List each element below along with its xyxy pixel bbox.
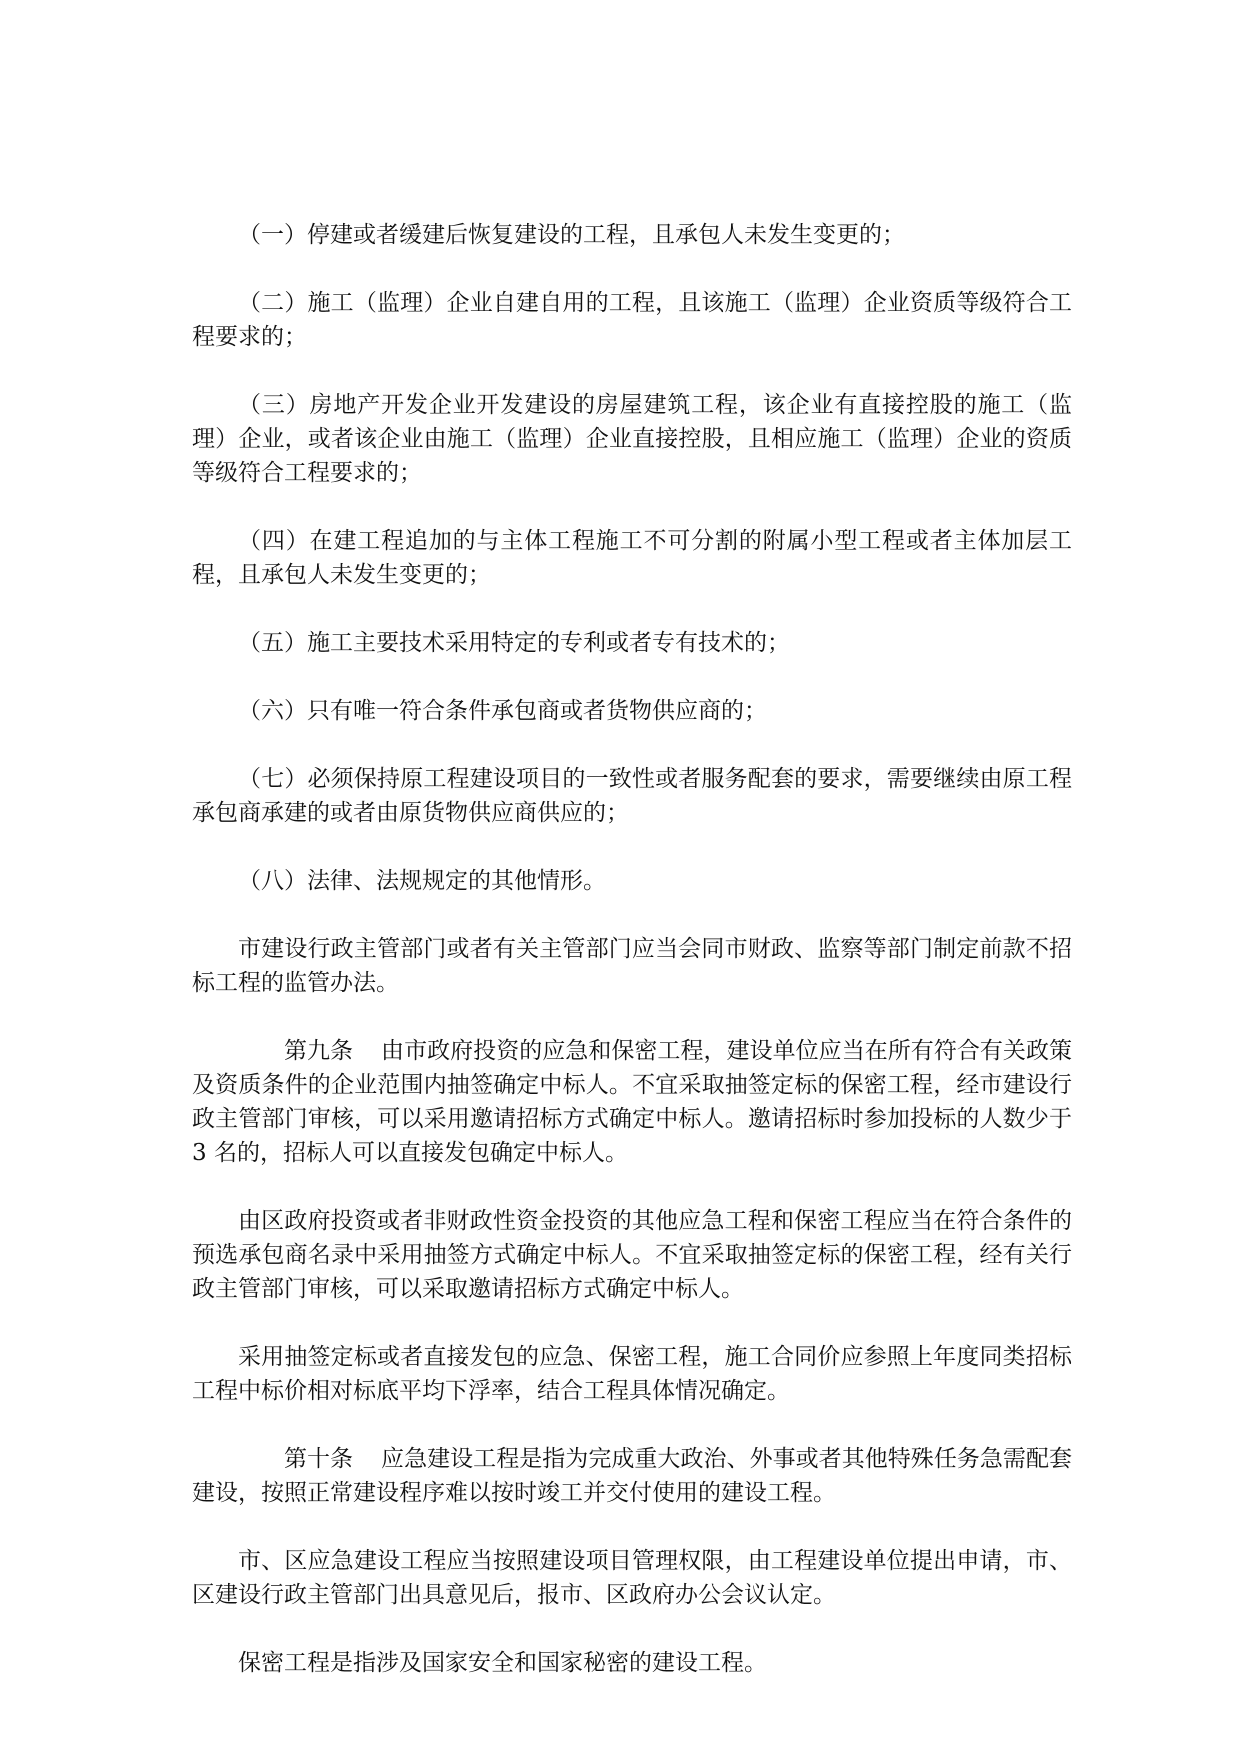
article-10-number: 第十条 xyxy=(284,1446,353,1472)
article-9-text: 由市政府投资的应急和保密工程，建设单位应当在所有符合有关政策及资质条件的企业范围内抽签确定中标人。不宜采取抽签定标的保密工程，经市建设行政主管部门审核，可以采用邀请招标方式确定中标人。邀请招标时参加投标的人数少于 3 名的，招标人可以直接发包确定中标人。 xyxy=(192,1038,1072,1166)
emergency-approval-paragraph: 市、区应急建设工程应当按照建设项目管理权限，由工程建设单位提出申请，市、区建设行政主管部门出具意见后，报市、区政府办公会议认定。 xyxy=(192,1548,1072,1608)
document-body xyxy=(192,218,1072,1714)
contract-price-paragraph: 采用抽签定标或者直接发包的应急、保密工程，施工合同价应参照上年度同类招标工程中标价相对标底平均下浮率，结合工程具体情况确定。 xyxy=(192,1344,1072,1404)
confidential-definition-paragraph: 保密工程是指涉及国家安全和国家秘密的建设工程。 xyxy=(238,1650,767,1676)
article-9-paragraph xyxy=(192,1034,1072,1170)
article-10-text: 应急建设工程是指为完成重大政治、外事或者其他特殊任务急需配套建设，按照正常建设程序难以按时竣工并交付使用的建设工程。 xyxy=(192,1446,1072,1506)
clause-item-6: （六）只有唯一符合条件承包商或者货物供应商的； xyxy=(238,698,767,724)
article-9-number: 第九条 xyxy=(284,1038,353,1064)
clause-item-5: （五）施工主要技术采用特定的专利或者专有技术的； xyxy=(238,630,790,656)
district-emergency-paragraph: 由区政府投资或者非财政性资金投资的其他应急工程和保密工程应当在符合条件的预选承包商名录中采用抽签方式确定中标人。不宜采取抽签定标的保密工程，经有关行政主管部门审核，可以采取邀请招标方式确定中标人。 xyxy=(192,1208,1072,1302)
article-10-paragraph xyxy=(192,1442,1072,1510)
clause-item-8: （八）法律、法规规定的其他情形。 xyxy=(238,868,606,894)
clause-item-7: （七）必须保持原工程建设项目的一致性或者服务配套的要求，需要继续由原工程承包商承建的或者由原货物供应商供应的； xyxy=(192,766,1072,826)
clause-item-3: （三）房地产开发企业开发建设的房屋建筑工程，该企业有直接控股的施工（监理）企业，或者该企业由施工（监理）企业直接控股，且相应施工（监理）企业的资质等级符合工程要求的； xyxy=(192,392,1072,486)
supervision-paragraph: 市建设行政主管部门或者有关主管部门应当会同市财政、监察等部门制定前款不招标工程的监管办法。 xyxy=(192,936,1072,996)
clause-item-1: （一）停建或者缓建后恢复建设的工程，且承包人未发生变更的； xyxy=(238,222,905,248)
clause-item-2: （二）施工（监理）企业自建自用的工程，且该施工（监理）企业资质等级符合工程要求的； xyxy=(192,290,1072,350)
clause-item-4: （四）在建工程追加的与主体工程施工不可分割的附属小型工程或者主体加层工程，且承包人未发生变更的； xyxy=(192,528,1072,588)
